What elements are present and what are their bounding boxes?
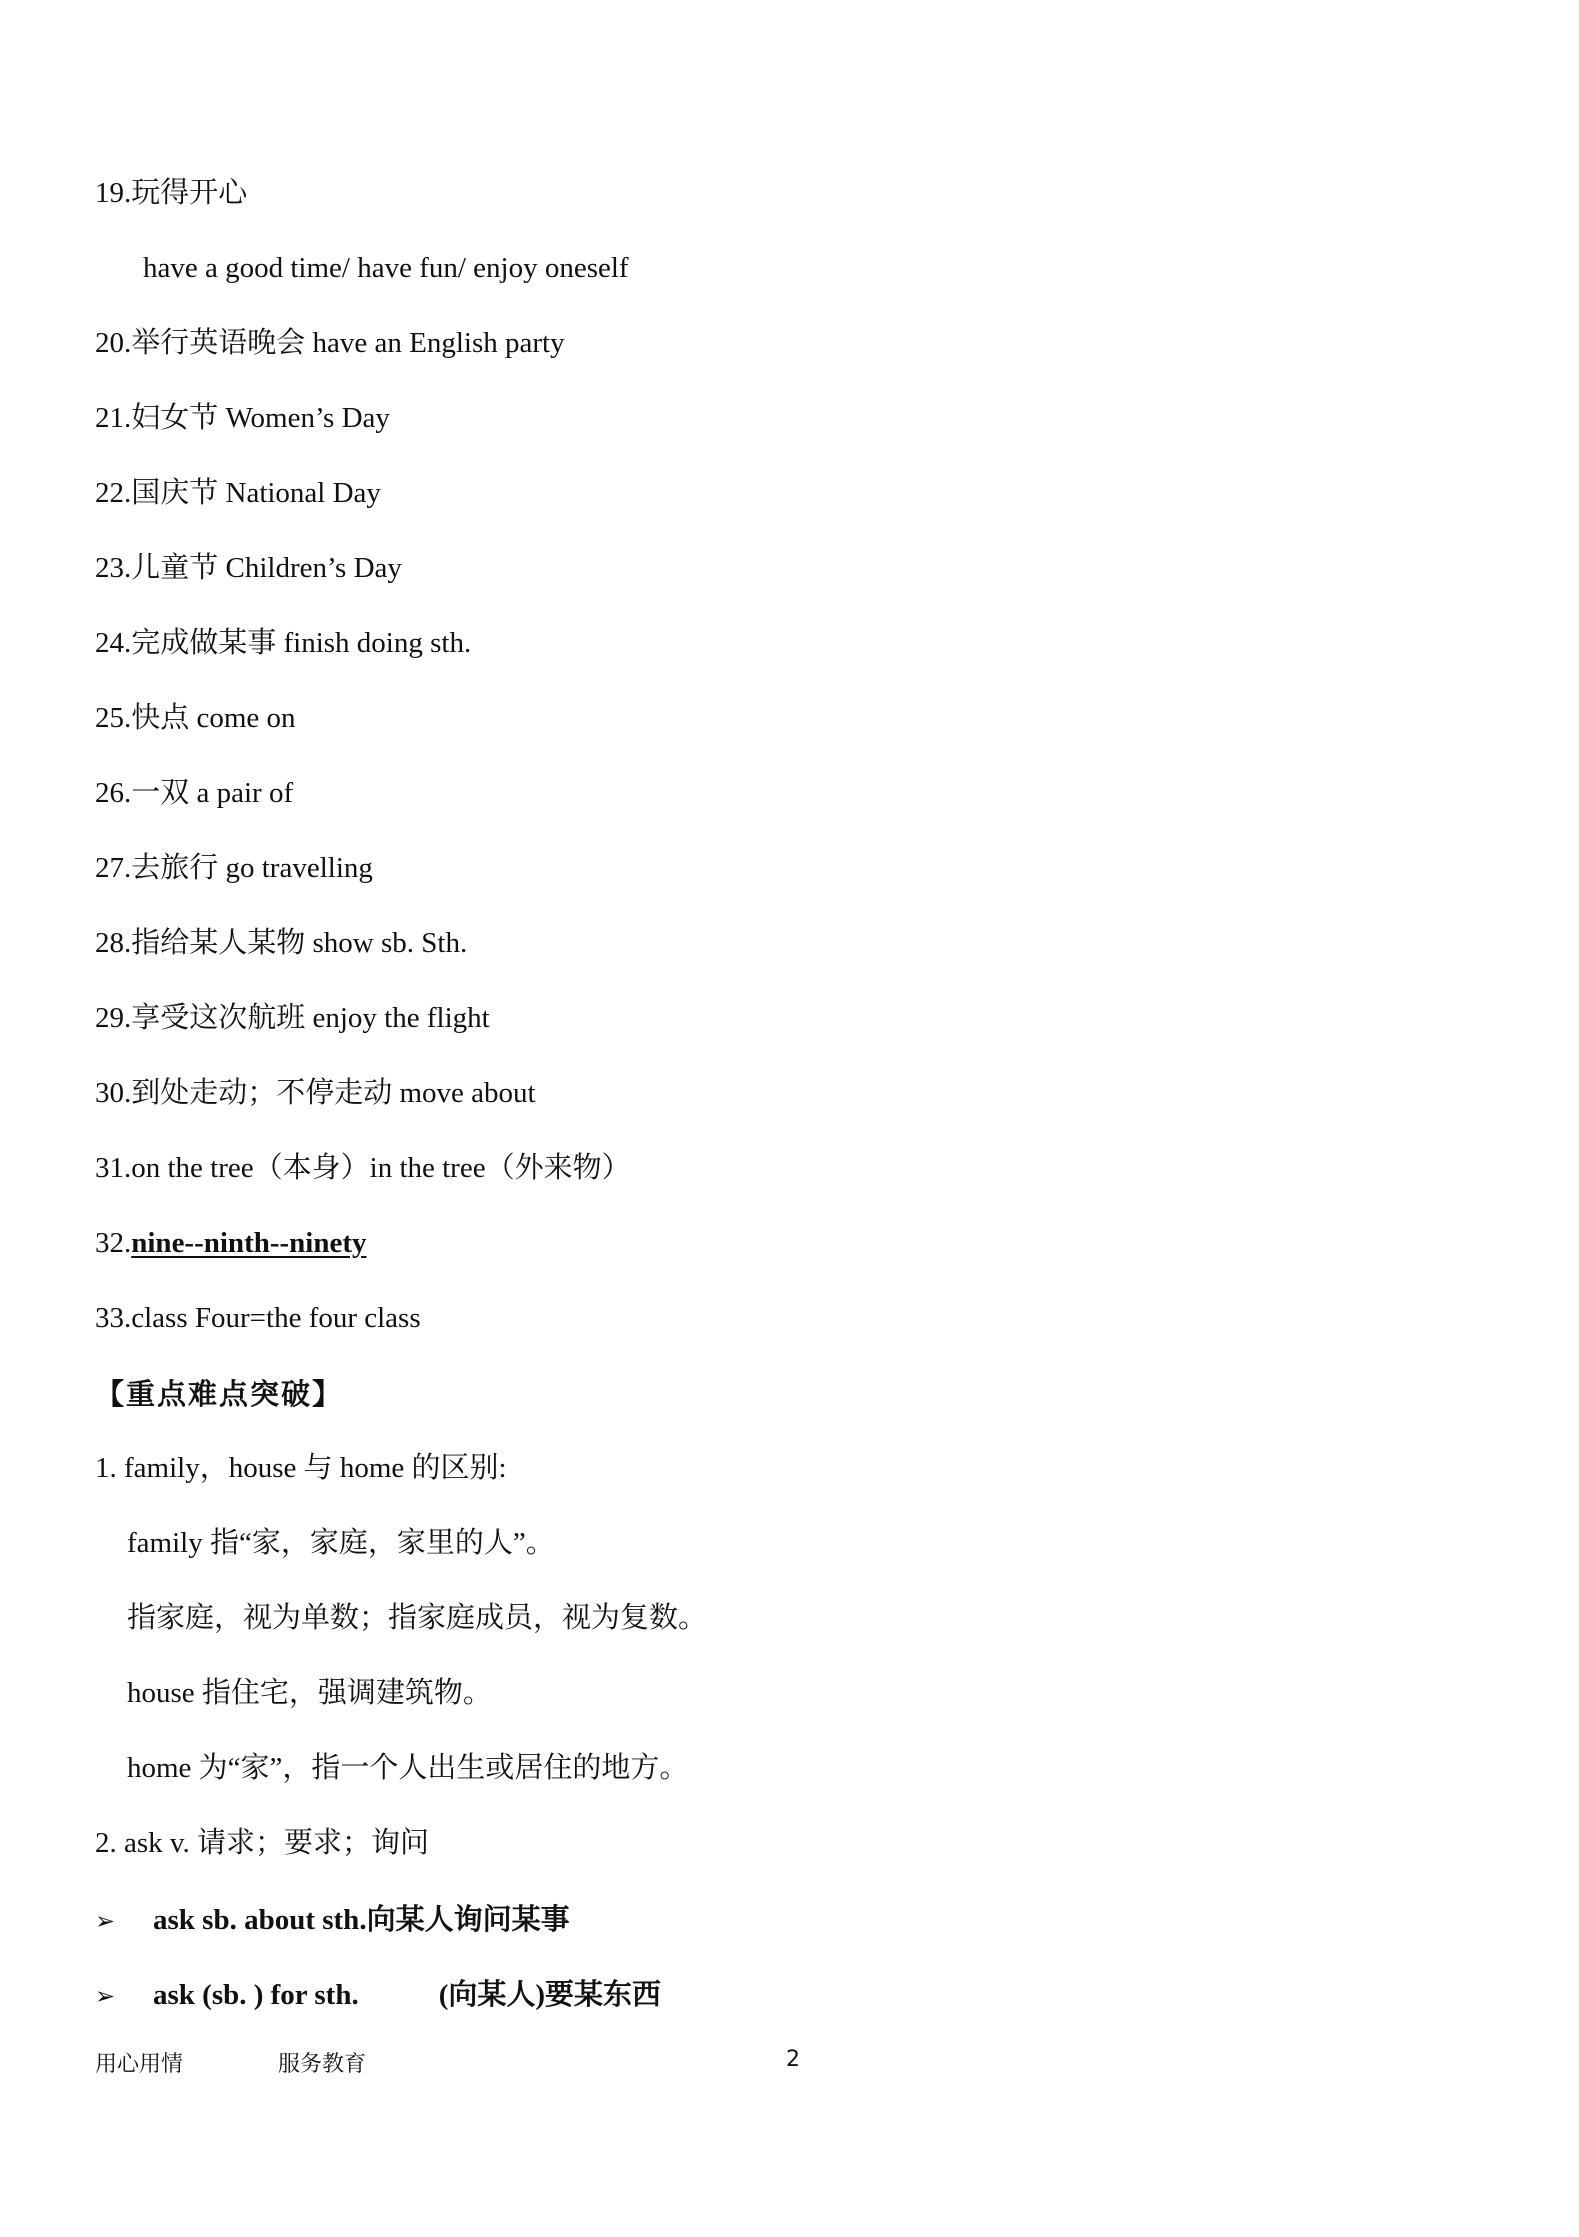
phrase-33: 33.class Four=the four class (95, 1302, 421, 1334)
phrase-20: 20.举行英语晚会 have an English party (95, 327, 565, 359)
bullet-ask-for-english: ask (sb. ) for sth. (153, 1979, 359, 2011)
point-1-house: house 指住宅，强调建筑物。 (127, 1677, 492, 1709)
point-1-home: home 为“家”，指一个人出生或居住的地方。 (127, 1752, 689, 1784)
phrase-32-text: nine--ninth--ninety (131, 1227, 367, 1259)
bullet-ask-for-chinese: (向某人)要某东西 (438, 1979, 662, 2011)
phrase-26: 26.一双 a pair of (95, 777, 294, 809)
phrase-32 (95, 1223, 367, 1263)
phrase-25: 25.快点 come on (95, 702, 296, 734)
phrase-19-english: have a good time/ have fun/ enjoy oneself (143, 252, 629, 284)
section-heading: 【重点难点突破】 (95, 1379, 344, 1411)
bullet-ask-about-text: ask sb. about sth.向某人询问某事 (153, 1904, 570, 1936)
footer-motto-1: 用心用情 (95, 2052, 184, 2077)
point-1-family: family 指“家，家庭，家里的人”。 (127, 1527, 555, 1559)
phrase-32-number: 32. (95, 1227, 132, 1259)
phrase-30: 30.到处走动；不停走动 move about (95, 1077, 536, 1109)
bullet-ask-about (95, 1897, 570, 1938)
point-1-number: 指家庭，视为单数；指家庭成员，视为复数。 (127, 1602, 708, 1634)
point-1: 1. family，house 与 home 的区别: (95, 1452, 507, 1484)
phrase-31: 31.on the tree（本身）in the tree（外来物） (95, 1152, 631, 1184)
phrase-21: 21.妇女节 Women’s Day (95, 402, 390, 434)
phrase-19: 19.玩得开心 (95, 177, 248, 209)
phrase-24: 24.完成做某事 finish doing sth. (95, 627, 472, 659)
bullet-ask-for (95, 1972, 661, 2013)
phrase-28: 28.指给某人某物 show sb. Sth. (95, 927, 468, 959)
page-number: 2 (786, 2047, 800, 2072)
arrow-bullet-icon: ➢ (95, 1982, 116, 2010)
phrase-22: 22.国庆节 National Day (95, 477, 381, 509)
phrase-27: 27.去旅行 go travelling (95, 852, 373, 884)
phrase-23: 23.儿童节 Children’s Day (95, 552, 402, 584)
point-2: 2. ask v. 请求；要求；询问 (95, 1827, 430, 1859)
arrow-bullet-icon: ➢ (95, 1907, 116, 1935)
phrase-29: 29.享受这次航班 enjoy the flight (95, 1002, 490, 1034)
footer-motto-2: 服务教育 (278, 2052, 367, 2077)
